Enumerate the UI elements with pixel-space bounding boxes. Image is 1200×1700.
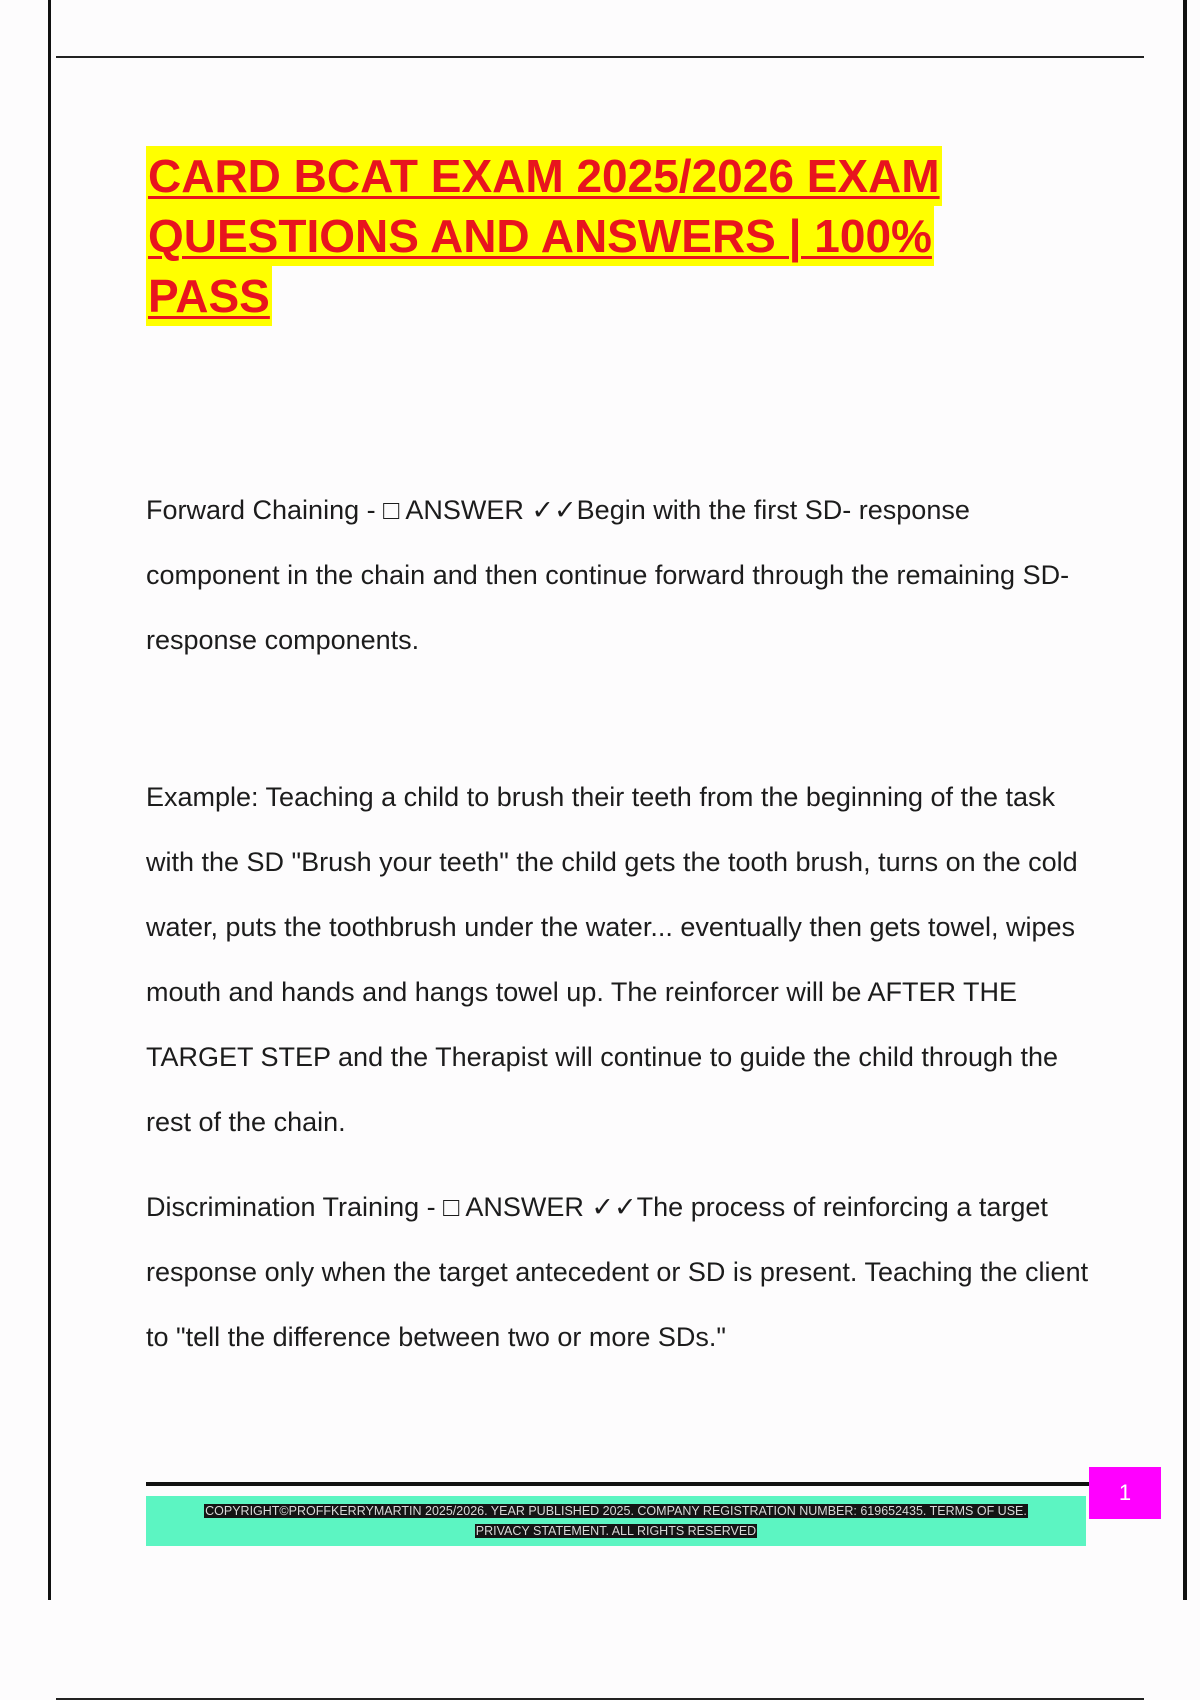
answer-text: response only when the target antecedent or SD is present. Teaching the client to "tell the difference between two or more SDs." [146, 1257, 1089, 1352]
entry-term: Forward Chaining - [146, 495, 384, 525]
page-border-right [1183, 0, 1187, 1600]
entry-discrimination-training [146, 1175, 1096, 1370]
example-text: Example: Teaching a child to brush their teeth from the beginning of the task with the SD "Brush your teeth" the child gets the tooth brush, turns on the cold water, puts the toothbrush under the water... eventually then gets towel, wipes mouth and hands and hangs towel up. The reinforcer will be AFTER THE TARGET STEP and the Therapist will continue to guide the child through the rest of the chain. [146, 782, 1078, 1137]
copyright-footer [146, 1496, 1086, 1546]
answer-lead: Begin with the first SD- response [576, 495, 970, 525]
answer-text: component in the chain and then continue forward through the remaining SD-response components. [146, 560, 1070, 655]
entry-example [146, 765, 1096, 1155]
answer-lead: The process of reinforcing a target [636, 1192, 1048, 1222]
copyright-line-2: PRIVACY STATEMENT. ALL RIGHTS RESERVED [475, 1524, 757, 1538]
page-number: 1 [1118, 1480, 1132, 1505]
footer-rule [146, 1482, 1090, 1486]
answer-marker: □ ANSWER ✓✓ [443, 1192, 637, 1222]
title-line-2: QUESTIONS AND ANSWERS | 100% [146, 206, 934, 266]
page-number-badge [1089, 1467, 1161, 1519]
answer-marker: □ ANSWER ✓✓ [383, 495, 577, 525]
copyright-line-1: COPYRIGHT©PROFFKERRYMARTIN 2025/2026. YEAR PUBLISHED 2025. COMPANY REGISTRATION NUMBER: 619652435. TERMS OF USE. [205, 1504, 1027, 1518]
title-line-3: PASS [146, 266, 272, 326]
header-rule [56, 56, 1144, 58]
entry-term: Discrimination Training - [146, 1192, 444, 1222]
page-border-left [48, 0, 51, 1600]
copyright-text [166, 1501, 1066, 1541]
title-line-1: CARD BCAT EXAM 2025/2026 EXAM [146, 146, 942, 206]
entry-forward-chaining [146, 478, 1096, 673]
document-title [146, 146, 1006, 326]
